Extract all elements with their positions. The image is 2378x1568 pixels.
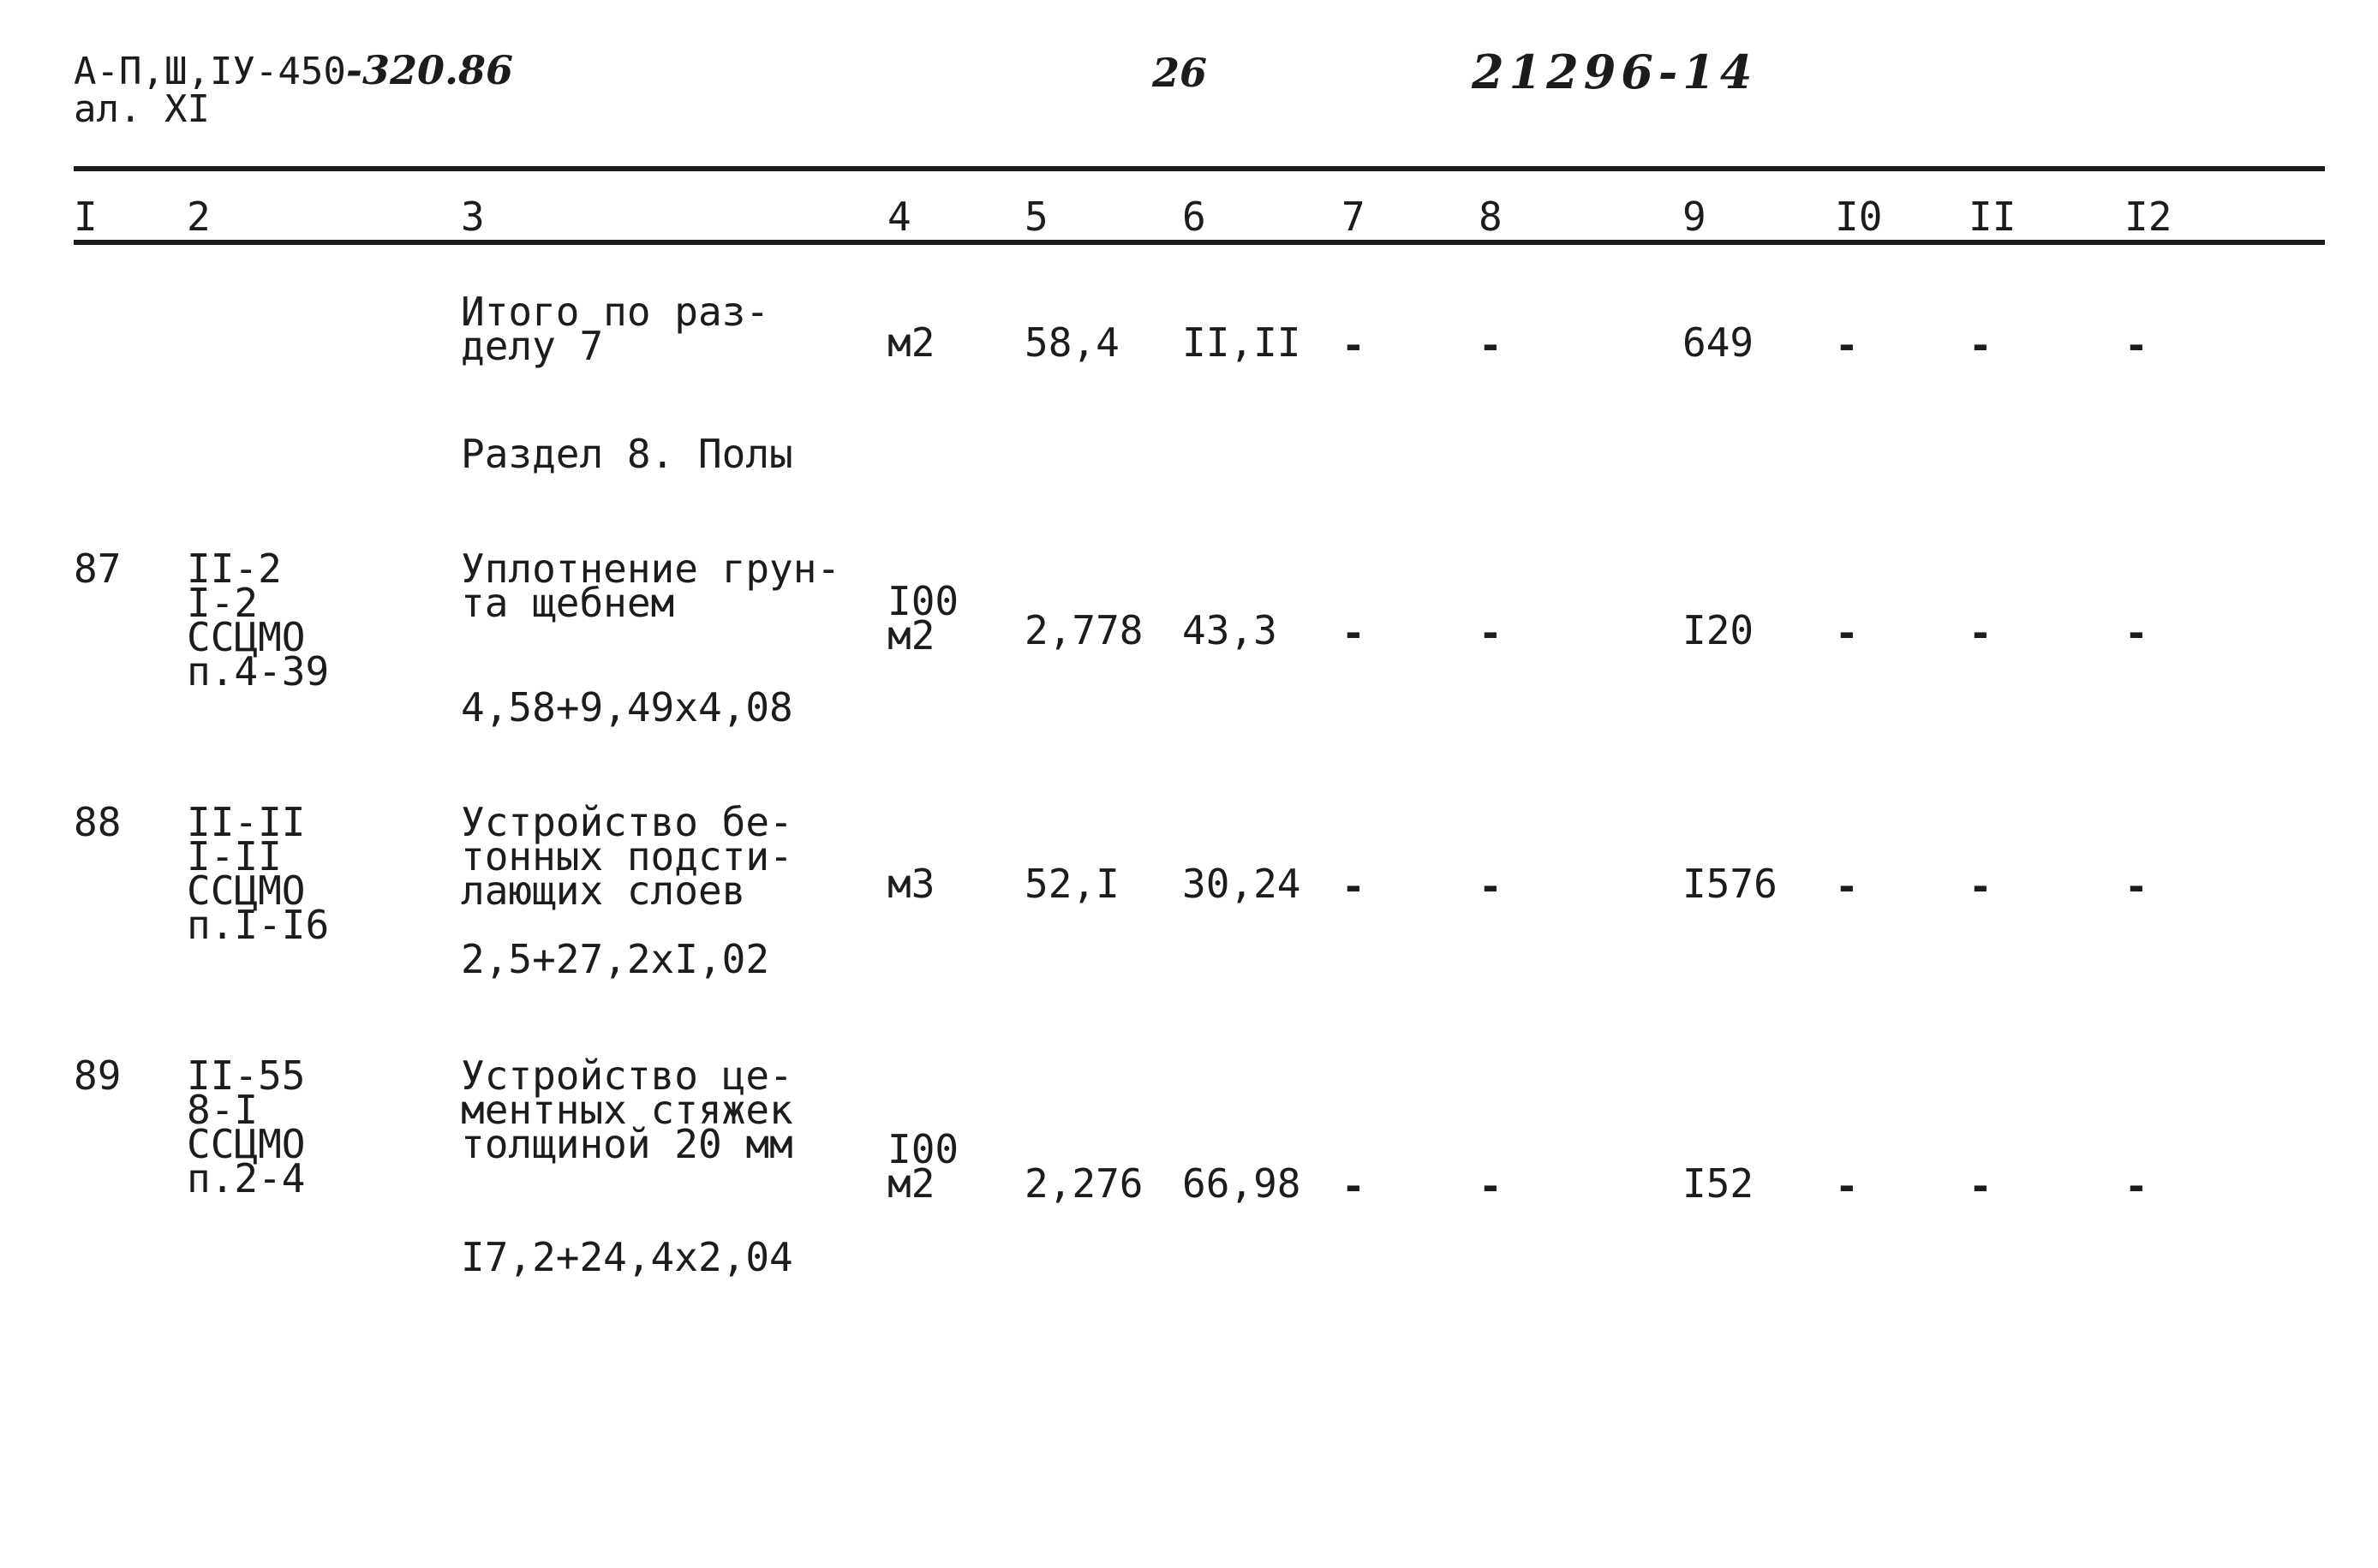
item-quantity: 2,276 (1025, 1160, 1144, 1207)
item-col7: - (1341, 1163, 1365, 1209)
item-quantity: 2,778 (1025, 607, 1144, 653)
item-col9: I576 (1682, 861, 1778, 907)
item-description: Уплотнение грун- та щебнем (461, 546, 841, 626)
item-col12: - (2124, 863, 2148, 909)
item-unit-price: 43,3 (1182, 607, 1277, 653)
item-number: 88 (74, 799, 122, 845)
item-col10: - (1835, 863, 1859, 909)
item-col11: - (1969, 1163, 1993, 1209)
column-number: 3 (461, 194, 485, 240)
item-code: II-55 8-I ССЦМО п.2-4 (187, 1052, 306, 1201)
item-col7: - (1341, 863, 1365, 909)
item-unit-price: 66,98 (1182, 1160, 1301, 1207)
row-col12: - (2124, 322, 2148, 368)
column-number: I (74, 194, 98, 240)
document-code-typed: А-П,Ш,IУ-450 (74, 50, 346, 93)
section-title: Раздел 8. Полы (461, 431, 793, 477)
column-number: 4 (887, 194, 911, 240)
item-col9: I52 (1682, 1160, 1754, 1207)
item-code: II-II I-II ССЦМО п.I-I6 (187, 799, 330, 948)
item-unit: I00 м2 (887, 1126, 959, 1207)
row-unit-price: II,II (1182, 319, 1301, 366)
document-code-handwritten: -320.86 (345, 47, 514, 93)
header-top-rule (74, 166, 2325, 171)
item-calculation: I7,2+24,4х2,04 (461, 1234, 793, 1280)
column-number: I0 (1835, 194, 1883, 240)
column-number: 9 (1682, 194, 1706, 240)
document-code (74, 47, 514, 93)
item-col8: - (1479, 1163, 1503, 1209)
item-col7: - (1341, 610, 1365, 656)
column-number: 8 (1479, 194, 1503, 240)
row-col11: - (1969, 322, 1993, 368)
item-quantity: 52,I (1025, 861, 1120, 907)
row-col9: 649 (1682, 319, 1754, 366)
item-unit: I00 м2 (887, 578, 959, 659)
archive-number: 21296-14 (1472, 45, 1758, 99)
item-number: 89 (74, 1052, 122, 1099)
item-description: Устройство бе- тонных подсти- лающих слоев (461, 799, 793, 914)
row-col8: - (1479, 322, 1503, 368)
item-col9: I20 (1682, 607, 1754, 653)
item-col12: - (2124, 1163, 2148, 1209)
item-calculation: 4,58+9,49х4,08 (461, 684, 793, 730)
header-bottom-rule (74, 240, 2325, 245)
sheet-reference: ал. XI (74, 87, 210, 131)
item-col11: - (1969, 863, 1993, 909)
row-col10: - (1835, 322, 1859, 368)
row-unit: м2 (887, 319, 935, 366)
item-col10: - (1835, 1163, 1859, 1209)
column-number: II (1969, 194, 2017, 240)
column-number: 6 (1182, 194, 1206, 240)
item-col11: - (1969, 610, 1993, 656)
item-col10: - (1835, 610, 1859, 656)
row-col7: - (1341, 322, 1365, 368)
item-calculation: 2,5+27,2хI,02 (461, 936, 770, 982)
item-unit-price: 30,24 (1182, 861, 1301, 907)
column-number: 5 (1025, 194, 1049, 240)
row-description: Итого по раз- делу 7 (461, 289, 770, 369)
item-description: Устройство це- ментных стяжек толщиной 20 мм (461, 1052, 793, 1167)
item-code: II-2 I-2 ССЦМО п.4-39 (187, 546, 330, 695)
item-col8: - (1479, 610, 1503, 656)
item-col12: - (2124, 610, 2148, 656)
column-number: I2 (2124, 194, 2172, 240)
column-number: 7 (1341, 194, 1365, 240)
column-number: 2 (187, 194, 211, 240)
row-quantity: 58,4 (1025, 319, 1120, 366)
item-col8: - (1479, 863, 1503, 909)
page-number: 26 (1152, 50, 1208, 96)
item-unit: м3 (887, 861, 935, 907)
item-number: 87 (74, 546, 122, 592)
